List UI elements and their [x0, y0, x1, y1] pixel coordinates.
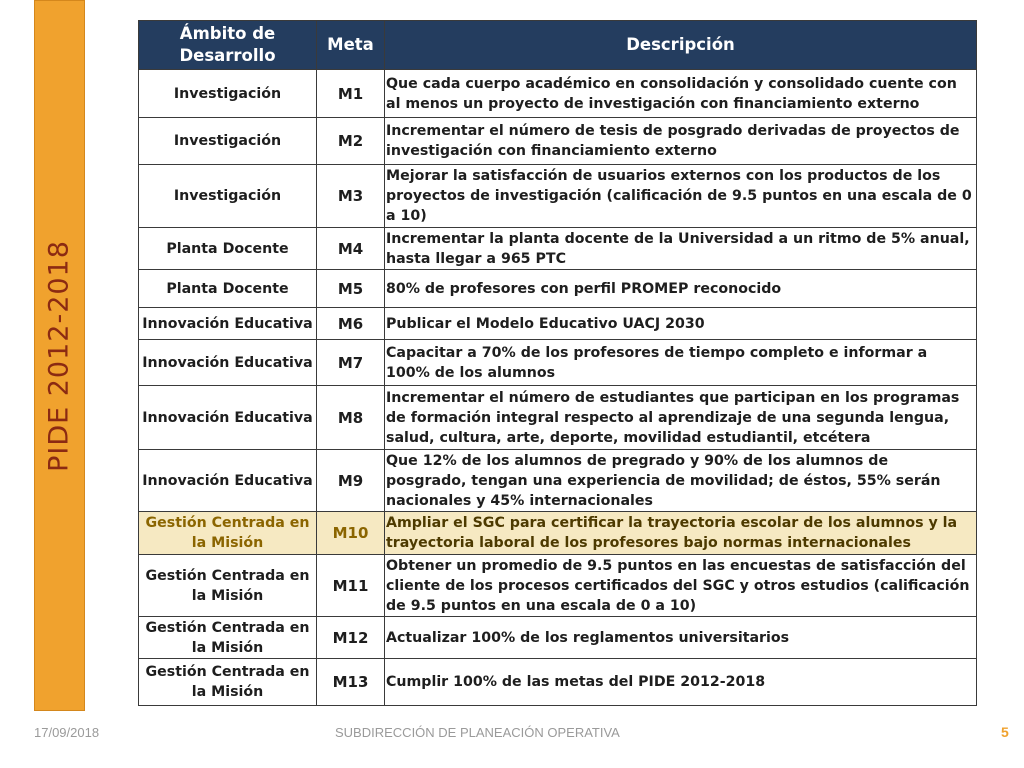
description-cell: Obtener un promedio de 9.5 puntos en las encuestas de satisfacción del cliente de los procesos certificados del SGC y otros estudios (calificación de 9.5 puntos en una escala de 0 a 10)	[385, 555, 977, 617]
description-cell: Que cada cuerpo académico en consolidación y consolidado cuente con al menos un proyecto de investigación con financiamiento externo	[385, 70, 977, 118]
description-cell: Que 12% de los alumnos de pregrado y 90% de los alumnos de posgrado, tengan una experiencia de movilidad; de éstos, 55% serán nacionales y 45% internacionales	[385, 450, 977, 512]
ambito-cell: Investigación	[139, 165, 317, 228]
table-row	[139, 228, 977, 270]
description-cell: Ampliar el SGC para certificar la trayectoria escolar de los alumnos y la trayectoria laboral de los profesores bajo normas internacionales	[385, 512, 977, 555]
meta-cell: M4	[317, 228, 385, 270]
meta-cell: M13	[317, 659, 385, 706]
ambito-cell: Gestión Centrada en la Misión	[139, 659, 317, 706]
header-descripcion: Descripción	[385, 21, 977, 70]
ambito-cell: Planta Docente	[139, 228, 317, 270]
ambito-cell: Gestión Centrada en la Misión	[139, 555, 317, 617]
table-row	[139, 308, 977, 340]
ambito-cell: Innovación Educativa	[139, 308, 317, 340]
meta-cell: M5	[317, 270, 385, 308]
description-cell: Publicar el Modelo Educativo UACJ 2030	[385, 308, 977, 340]
footer-date: 17/09/2018	[34, 725, 100, 740]
description-cell: Capacitar a 70% de los profesores de tiempo completo e informar a 100% de los alumnos	[385, 340, 977, 386]
description-cell: Incrementar el número de tesis de posgrado derivadas de proyectos de investigación con financiamiento externo	[385, 118, 977, 165]
ambito-cell: Innovación Educativa	[139, 340, 317, 386]
page-number: 5	[1001, 724, 1009, 740]
table-row	[139, 70, 977, 118]
meta-cell: M8	[317, 386, 385, 450]
ambito-cell: Investigación	[139, 70, 317, 118]
meta-cell: M2	[317, 118, 385, 165]
description-cell: Actualizar 100% de los reglamentos universitarios	[385, 617, 977, 659]
ambito-cell: Gestión Centrada en la Misión	[139, 512, 317, 555]
footer-department: SUBDIRECCIÓN DE PLANEACIÓN OPERATIVA	[335, 725, 620, 740]
table-row	[139, 555, 977, 617]
meta-cell: M6	[317, 308, 385, 340]
description-cell: Incrementar la planta docente de la Universidad a un ritmo de 5% anual, hasta llegar a 965 PTC	[385, 228, 977, 270]
table-row	[139, 340, 977, 386]
meta-cell: M11	[317, 555, 385, 617]
table-row	[139, 118, 977, 165]
ambito-cell: Investigación	[139, 118, 317, 165]
description-cell: Mejorar la satisfacción de usuarios externos con los productos de los proyectos de investigación (calificación de 9.5 puntos en una escala de 0 a 10)	[385, 165, 977, 228]
table-row	[139, 270, 977, 308]
table-row	[139, 659, 977, 706]
description-cell: Cumplir 100% de las metas del PIDE 2012-2018	[385, 659, 977, 706]
meta-cell: M10	[317, 512, 385, 555]
ambito-cell: Planta Docente	[139, 270, 317, 308]
table-row	[139, 450, 977, 512]
sidebar-title: PIDE 2012-2018	[43, 240, 75, 472]
table-row	[139, 165, 977, 228]
table-row	[139, 386, 977, 450]
meta-cell: M1	[317, 70, 385, 118]
meta-cell: M9	[317, 450, 385, 512]
header-meta: Meta	[317, 21, 385, 70]
meta-cell: M3	[317, 165, 385, 228]
meta-cell: M7	[317, 340, 385, 386]
table-header-row	[139, 21, 977, 70]
goals-table	[138, 20, 977, 706]
header-ambito: Ámbito de Desarrollo	[139, 21, 317, 70]
table-row	[139, 617, 977, 659]
ambito-cell: Gestión Centrada en la Misión	[139, 617, 317, 659]
table-row-highlighted	[139, 512, 977, 555]
description-cell: 80% de profesores con perfil PROMEP reconocido	[385, 270, 977, 308]
ambito-cell: Innovación Educativa	[139, 386, 317, 450]
ambito-cell: Innovación Educativa	[139, 450, 317, 512]
meta-cell: M12	[317, 617, 385, 659]
description-cell: Incrementar el número de estudiantes que participan en los programas de formación integral respecto al aprendizaje de una segunda lengua, salud, cultura, arte, deporte, movilidad estudiantil, etcétera	[385, 386, 977, 450]
